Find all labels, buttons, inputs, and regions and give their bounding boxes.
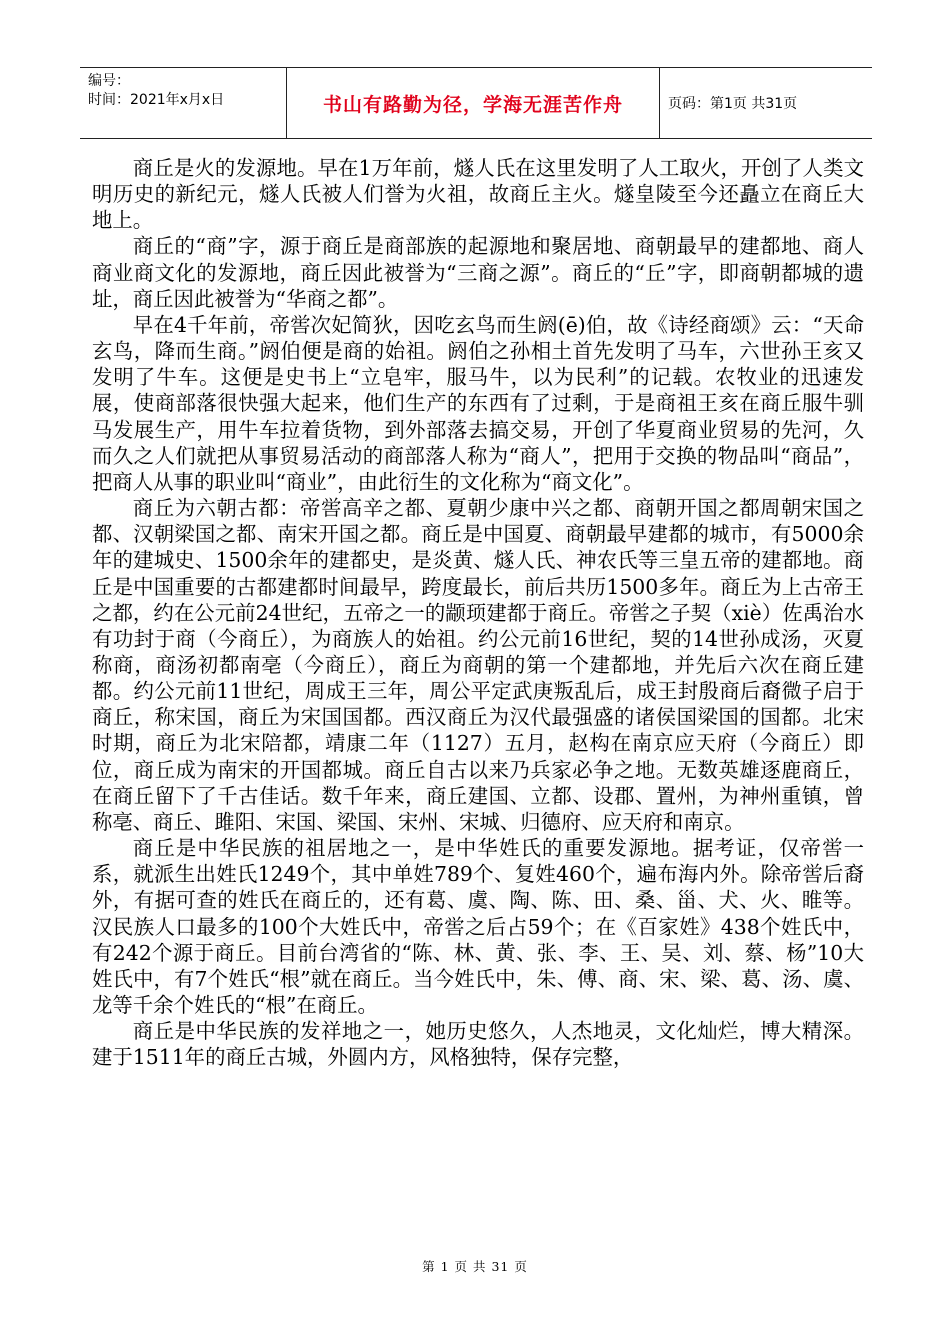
- paragraph-fire-origin: 商丘是火的发源地。早在1万年前，燧人氏在这里发明了人工取火，开创了人类文明历史的新纪元，燧人氏被人们誉为火祖，故商丘主火。燧皇陵至今还矗立在商丘大地上。: [92, 156, 864, 233]
- header-motto-cell: [287, 68, 660, 138]
- page-header: [80, 67, 872, 139]
- page-number-info: 页码：第1页 共31页: [668, 96, 798, 112]
- header-page-cell: [660, 68, 872, 138]
- paragraph-surname-origin: 商丘是中华民族的祖居地之一，是中华姓氏的重要发源地。据考证，仅帝喾一系，就派生出姓氏1249个，其中单姓789个、复姓460个，遍布海内外。除帝喾后裔外，有据可查的姓氏在商丘的，还有葛、虞、陶、陈、田、桑、甾、犬、火、睢等。汉民族人口最多的100个大姓氏中，帝喾之后占59个；在《百家姓》438个姓氏中，有242个源于商丘。目前台湾省的“陈、林、黄、张、李、王、吴、刘、蔡、杨”10大姓氏中，有7个姓氏“根”就在商丘。当今姓氏中，朱、傅、商、宋、梁、葛、汤、虞、龙等千余个姓氏的“根”在商丘。: [92, 836, 864, 1017]
- motto-text: 书山有路勤为径，学海无涯苦作舟: [322, 93, 623, 116]
- paragraph-cradle: 商丘是中华民族的发祥地之一，她历史悠久，人杰地灵，文化灿烂，博大精深。建于1511年的商丘古城，外圆内方，风格独特，保存完整，: [92, 1019, 864, 1070]
- page-footer: 第 1 页 共 31 页: [422, 1259, 528, 1274]
- serial-number-label: 编号：: [88, 73, 130, 89]
- header-meta-cell: [80, 68, 287, 138]
- paragraph-commerce-origin: 早在4千年前，帝喾次妃简狄，因吃玄鸟而生阏(ē)伯，故《诗经商颂》云：“天命玄鸟，降而生商。”阏伯便是商的始祖。阏伯之孙相土首先发明了马车，六世孙王亥又发明了牛车。这便是史书上“立皂牢，服马牛，以为民利”的记载。农牧业的迅速发展，使商部落很快强大起来，他们生产的东西有了过剩，于是商祖王亥在商丘服牛驯马发展生产，用牛车拉着货物，到外部落去搞交易，开创了华夏商业贸易的先河，久而久之人们就把从事贸易活动的商部落人称为“商人”，把用于交换的物品叫“商品”，把商人从事的职业叫“商业”，由此衍生的文化称为“商文化”。: [92, 312, 864, 494]
- date-label: 时间：2021年x月x日: [88, 92, 225, 108]
- paragraph-name-origin: 商丘的“商”字，源于商丘是商部族的起源地和聚居地、商朝最早的建都地、商人商业商文化的发源地，商丘因此被誉为“三商之源”。商丘的“丘”字，即商朝都城的遗址，商丘因此被誉为“华商之都”。: [92, 234, 864, 311]
- paragraph-ancient-capital: 商丘为六朝古都：帝喾高辛之都、夏朝少康中兴之都、商朝开国之都周朝宋国之都、汉朝梁国之都、南宋开国之都。商丘是中国夏、商朝最早建都的城市，有5000余年的建城史、1500余年的建都史，是炎黄、燧人氏、神农氏等三皇五帝的建都地。商丘是中国重要的古都建都时间最早，跨度最长，前后共历1500多年。商丘为上古帝王之都，约在公元前24世纪，五帝之一的颛顼建都于商丘。帝喾之子契（xiè）佐禹治水有功封于商（今商丘），为商族人的始祖。约公元前16世纪，契的14世孙成汤，灭夏称商，商汤初都南亳（今商丘），商丘为商朝的第一个建都地，并先后六次在商丘建都。约公元前11世纪，周成王三年，周公平定武庚叛乱后，成王封殷商后裔微子启于商丘，称宋国，商丘为宋国国都。西汉商丘为汉代最强盛的诸侯国梁国的国都。北宋时期，商丘为北宋陪都，靖康二年（1127）五月，赵构在南京应天府（今商丘）即位，商丘成为南宋的开国都城。商丘自古以来乃兵家必争之地。无数英雄逐鹿商丘，在商丘留下了千古佳话。数千年来，商丘建国、立都、设郡、置州，为神州重镇，曾称亳、商丘、雎阳、宋国、梁国、宋州、宋城、归德府、应天府和南京。: [92, 496, 864, 834]
- article-body: [92, 155, 864, 1070]
